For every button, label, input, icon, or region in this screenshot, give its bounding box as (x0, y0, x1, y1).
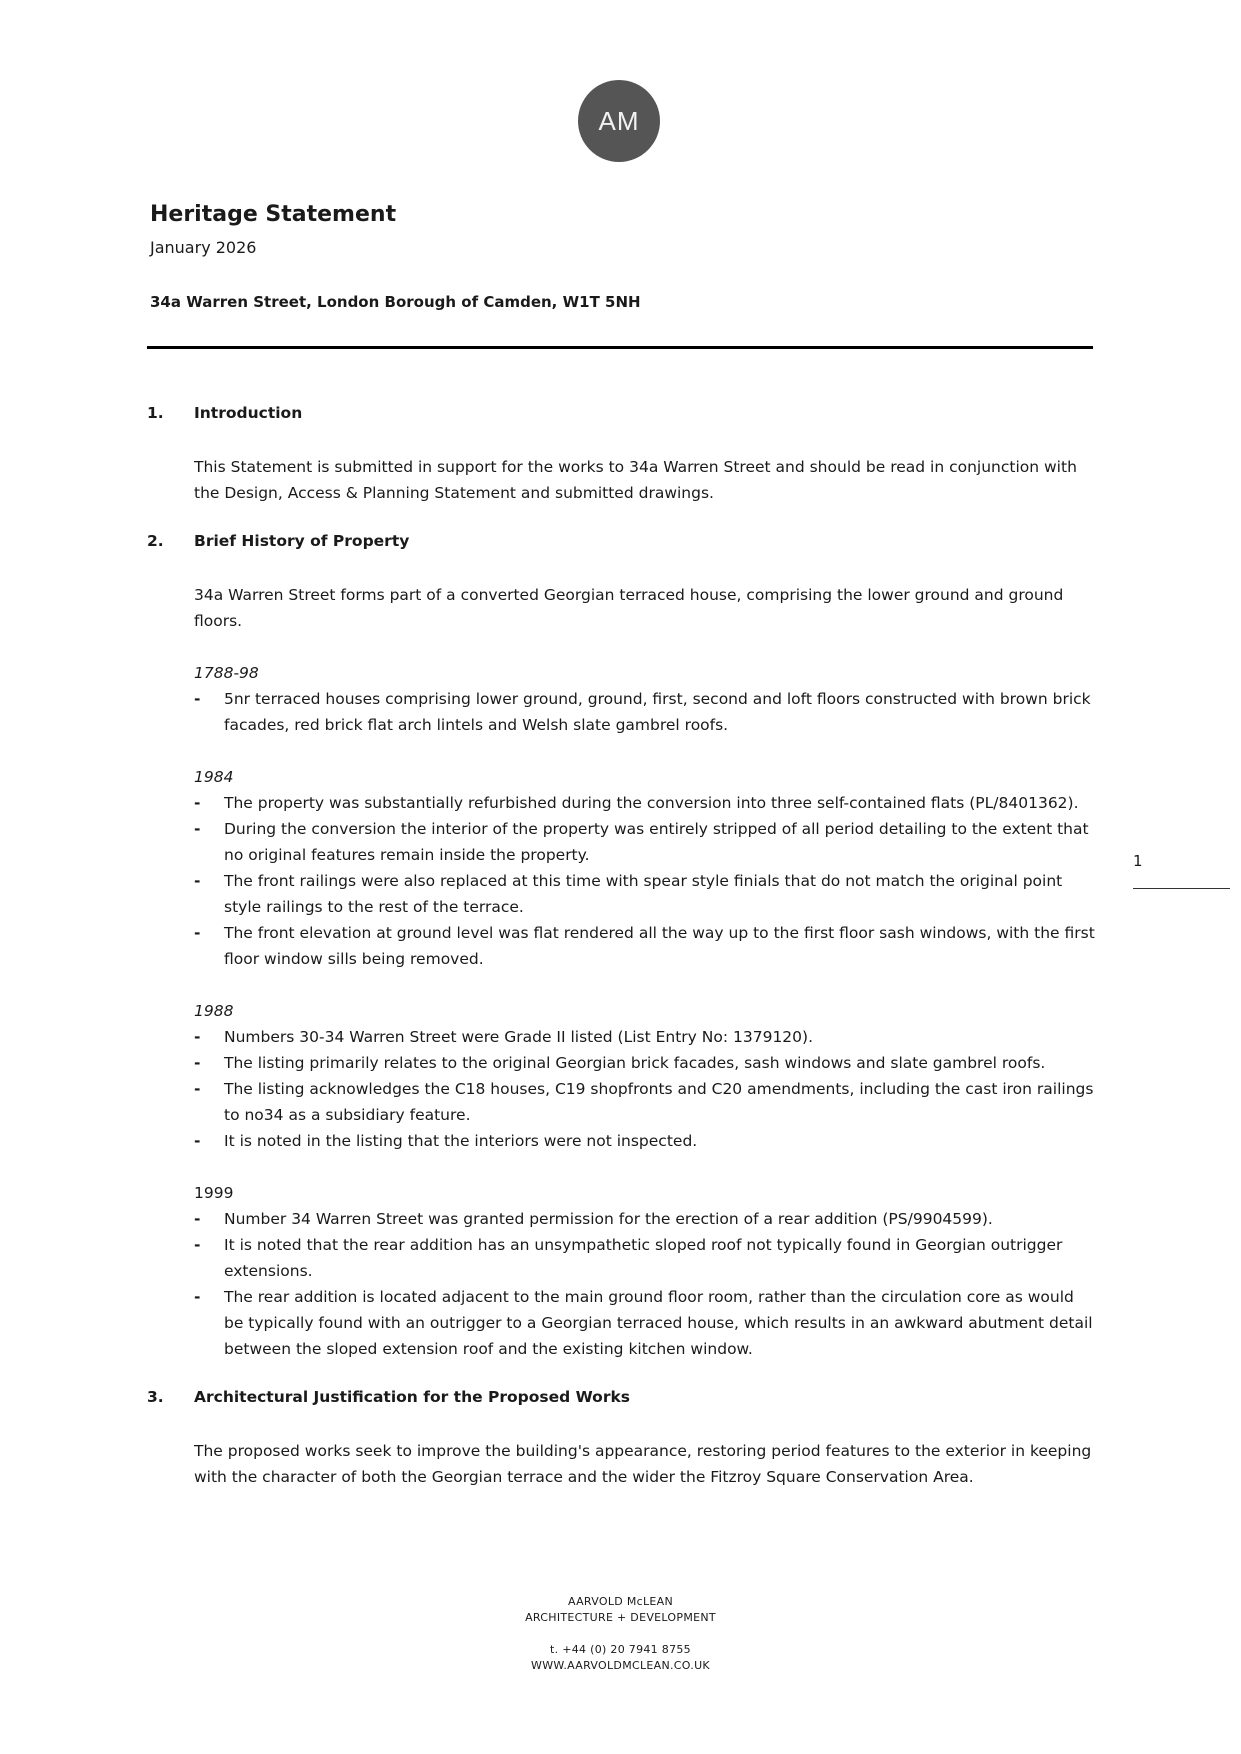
dash-bullet: - (194, 1210, 201, 1228)
property-address: 34a Warren Street, London Borough of Camden, W1T 5NH (150, 293, 641, 311)
list-item: - Number 34 Warren Street was granted permission for the erection of a rear addition (PS/9904599). (194, 1206, 1097, 1232)
history-period-1988 (194, 998, 1097, 1154)
footer-website: WWW.AARVOLDMCLEAN.CO.UK (531, 1659, 710, 1672)
list-item: - The property was substantially refurbished during the conversion into three self-contained flats (PL/8401362). (194, 790, 1097, 816)
footer-tagline: ARCHITECTURE + DEVELOPMENT (525, 1611, 716, 1624)
dash-bullet: - (194, 1288, 201, 1306)
list-item: - Numbers 30-34 Warren Street were Grade II listed (List Entry No: 1379120). (194, 1024, 1097, 1050)
logo-text: AM (598, 105, 640, 136)
document-date: January 2026 (150, 238, 257, 257)
section-architectural-justification (147, 1384, 1097, 1490)
list-item: - It is noted that the rear addition has an unsympathetic sloped roof not typically found in Georgian outrigger extensions. (194, 1232, 1097, 1284)
section-title: Brief History of Property (194, 532, 410, 550)
list-item: - The listing acknowledges the C18 houses, C19 shopfronts and C20 amendments, including the cast iron railings to no34 as a subsidiary feature. (194, 1076, 1097, 1128)
section-title: Architectural Justification for the Proposed Works (194, 1388, 631, 1406)
footer-phone: t. +44 (0) 20 7941 8755 (550, 1643, 691, 1656)
footer-company: AARVOLD McLEAN (567, 1595, 674, 1608)
paragraph: This Statement is submitted in support for the works to 34a Warren Street and should be read in conjunction with the Design, Access & Planning Statement and submitted drawings. (194, 458, 1077, 502)
page-number: 1 (1133, 852, 1143, 870)
dash-bullet: - (194, 1080, 201, 1098)
period-label: 1788-98 (194, 664, 259, 682)
page-number-rule (1133, 888, 1230, 889)
history-period-1788 (194, 660, 1097, 738)
section-number: 1. (147, 404, 164, 422)
paragraph: The proposed works seek to improve the building's appearance, restoring period features to the exterior in keeping with the character of both the Georgian terrace and the wider the Fitzroy Square Conservation Area. (194, 1442, 1092, 1486)
dash-bullet: - (194, 1236, 201, 1254)
dash-bullet: - (194, 690, 201, 708)
dash-bullet: - (194, 794, 201, 812)
dash-bullet: - (194, 872, 201, 890)
period-label: 1999 (194, 1184, 234, 1202)
dash-bullet: - (194, 820, 201, 838)
list-item: - It is noted in the listing that the interiors were not inspected. (194, 1128, 1097, 1154)
period-label: 1988 (194, 1002, 234, 1020)
list-item: - The rear addition is located adjacent to the main ground floor room, rather than the circulation core as would be typically found with an outrigger to a Georgian terraced house, which results in an awkward abutment detail between the sloped extension roof and the existing kitchen window. (194, 1284, 1097, 1362)
section-title: Introduction (194, 404, 303, 422)
paragraph: 34a Warren Street forms part of a converted Georgian terraced house, comprising the lower ground and ground floors. (194, 586, 1064, 630)
dash-bullet: - (194, 1054, 201, 1072)
dash-bullet: - (194, 1028, 201, 1046)
list-item: - The front elevation at ground level was flat rendered all the way up to the first floor sash windows, with the first floor window sills being removed. (194, 920, 1097, 972)
section-number: 3. (147, 1388, 164, 1406)
footer (0, 1594, 1241, 1674)
header-divider (147, 346, 1093, 349)
section-heading (147, 1384, 1097, 1410)
section-heading (147, 400, 1097, 426)
section-brief-history (147, 528, 1097, 1362)
dash-bullet: - (194, 924, 201, 942)
section-introduction (147, 400, 1097, 506)
company-logo (578, 80, 660, 162)
dash-bullet: - (194, 1132, 201, 1150)
document-title: Heritage Statement (150, 202, 397, 227)
section-number: 2. (147, 532, 164, 550)
list-item: - The listing primarily relates to the original Georgian brick facades, sash windows and slate gambrel roofs. (194, 1050, 1097, 1076)
history-period-1999 (194, 1180, 1097, 1362)
period-label: 1984 (194, 768, 234, 786)
list-item: - During the conversion the interior of the property was entirely stripped of all period detailing to the extent that no original features remain inside the property. (194, 816, 1097, 868)
document-body (147, 400, 1097, 1512)
list-item: - 5nr terraced houses comprising lower ground, ground, first, second and loft floors constructed with brown brick facades, red brick flat arch lintels and Welsh slate gambrel roofs. (194, 686, 1097, 738)
list-item: - The front railings were also replaced at this time with spear style finials that do not match the original point style railings to the rest of the terrace. (194, 868, 1097, 920)
section-heading (147, 528, 1097, 554)
history-period-1984 (194, 764, 1097, 972)
